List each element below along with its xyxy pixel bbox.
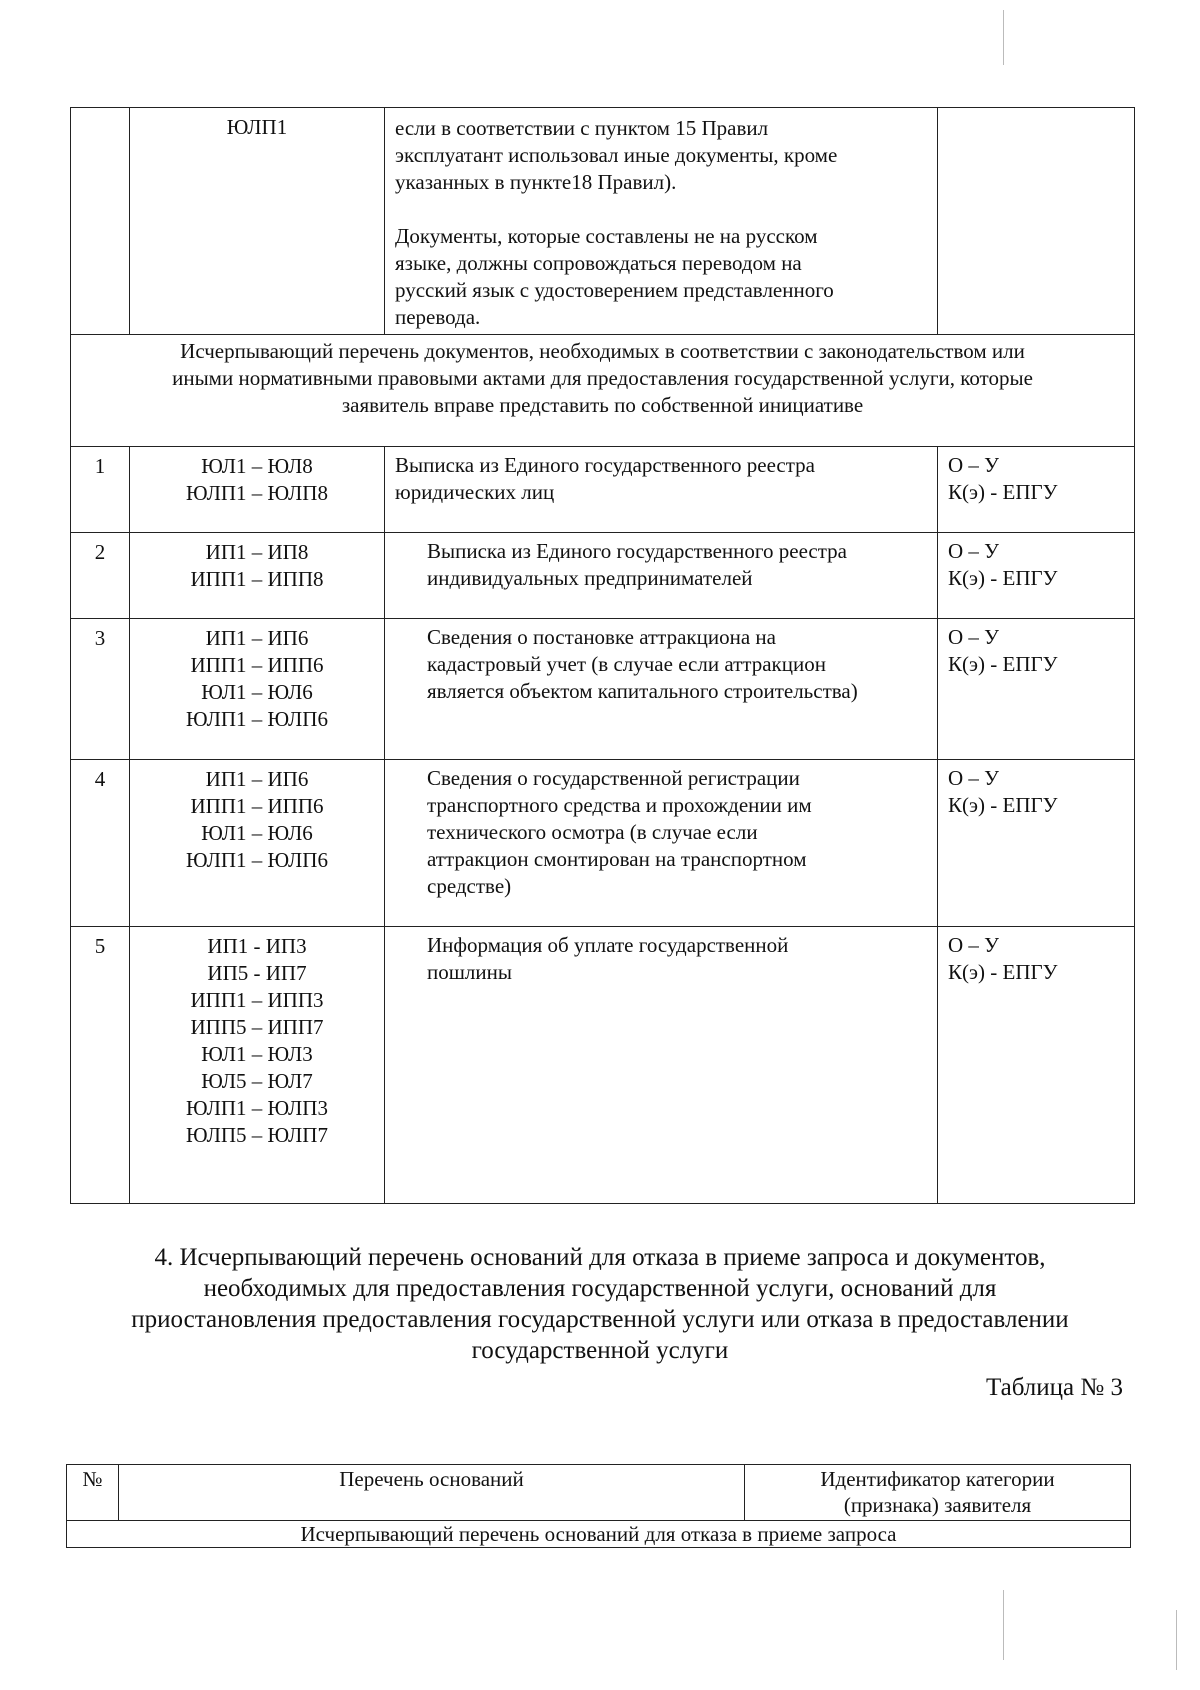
description-line: транспортного средства и прохождении им bbox=[427, 793, 812, 817]
heading-line: государственной услуги bbox=[471, 1337, 729, 1364]
document-description-cell bbox=[385, 619, 938, 760]
submission-form: О – У bbox=[948, 625, 1000, 649]
description-line: языке, должны сопровождаться переводом на bbox=[395, 251, 802, 275]
applicant-code: ИП1 – ИП6 bbox=[205, 626, 309, 650]
applicant-code: ЮЛП1 – ЮЛП6 bbox=[186, 707, 328, 731]
refusal-grounds-table bbox=[66, 1464, 1131, 1548]
applicant-code: ИП5 - ИП7 bbox=[207, 961, 307, 985]
applicant-code: ЮЛ5 – ЮЛ7 bbox=[201, 1069, 313, 1093]
heading-line: приостановления предоставления государственной услуги или отказа в предоставлении bbox=[131, 1306, 1069, 1333]
applicant-code: ЮЛП5 – ЮЛП7 bbox=[186, 1123, 328, 1147]
description-line: эксплуатант использовал иные документы, кроме bbox=[395, 143, 838, 167]
header-line: Идентификатор категории bbox=[820, 1467, 1055, 1491]
scan-artifact-line bbox=[1003, 10, 1004, 65]
applicant-code: ЮЛП1 bbox=[226, 115, 288, 139]
applicant-code: ЮЛ1 – ЮЛ8 bbox=[201, 454, 313, 478]
document-description-cell bbox=[385, 533, 938, 619]
table-header-row bbox=[67, 1465, 1131, 1521]
submission-form-cell bbox=[938, 108, 1135, 335]
submission-form: К(э) - ЕПГУ bbox=[948, 566, 1058, 590]
applicant-code: ИП1 – ИП6 bbox=[205, 767, 309, 791]
scan-artifact-line bbox=[1176, 1610, 1177, 1670]
scan-artifact-line bbox=[1003, 1590, 1004, 1660]
submission-form-cell bbox=[938, 447, 1135, 533]
description-line: пошлины bbox=[427, 960, 512, 984]
submission-form: К(э) - ЕПГУ bbox=[948, 480, 1058, 504]
table-row bbox=[71, 533, 1135, 619]
applicant-code: ИП1 – ИП8 bbox=[205, 540, 309, 564]
table-row bbox=[71, 927, 1135, 1204]
description-line: если в соответствии с пунктом 15 Правил bbox=[395, 116, 769, 140]
applicant-codes-cell bbox=[130, 447, 385, 533]
description-line: Сведения о постановке аттракциона на bbox=[427, 625, 776, 649]
description-line: Документы, которые составлены не на русском bbox=[395, 224, 818, 248]
submission-form-cell bbox=[938, 533, 1135, 619]
heading-line: 4. Исчерпывающий перечень оснований для отказа в приеме запроса и документов, bbox=[154, 1244, 1046, 1271]
description-line: индивидуальных предпринимателей bbox=[427, 566, 753, 590]
description-line: Сведения о государственной регистрации bbox=[427, 766, 800, 790]
description-line: технического осмотра (в случае если bbox=[427, 820, 758, 844]
description-line: русский язык с удостоверением представленного bbox=[395, 278, 834, 302]
description-line: средстве) bbox=[427, 874, 512, 898]
table-3-label: Таблица № 3 bbox=[985, 1374, 1123, 1401]
table-row-continuation bbox=[71, 108, 1135, 335]
applicant-code: ИПП1 – ИПП3 bbox=[190, 988, 324, 1012]
description-line: является объектом капитального строительства) bbox=[427, 679, 858, 703]
section-4-heading bbox=[40, 1242, 1160, 1366]
section-heading-line: иными нормативными правовыми актами для предоставления государственной услуги, которые bbox=[172, 366, 1033, 390]
applicant-code: ИП1 - ИП3 bbox=[207, 934, 307, 958]
submission-form-cell bbox=[938, 927, 1135, 1204]
submission-form: К(э) - ЕПГУ bbox=[948, 793, 1058, 817]
applicant-codes-cell bbox=[130, 619, 385, 760]
document-description-cell bbox=[385, 760, 938, 927]
section-heading-cell bbox=[71, 335, 1135, 447]
row-number-cell bbox=[71, 108, 130, 335]
section-row bbox=[71, 335, 1135, 447]
description-line: Выписка из Единого государственного реестра bbox=[395, 453, 815, 477]
submission-form: О – У bbox=[948, 453, 1000, 477]
submission-form-cell bbox=[938, 619, 1135, 760]
description-line: аттракцион смонтирован на транспортном bbox=[427, 847, 807, 871]
section-heading-line: Исчерпывающий перечень документов, необходимых в соответствии с законодательством или bbox=[180, 339, 1025, 363]
applicant-code: ЮЛП1 – ЮЛП3 bbox=[186, 1096, 328, 1120]
applicant-code: ЮЛ1 – ЮЛ6 bbox=[201, 680, 313, 704]
submission-form: О – У bbox=[948, 933, 1000, 957]
applicant-code: ИПП1 – ИПП6 bbox=[190, 794, 324, 818]
header-line: (признака) заявителя bbox=[843, 1493, 1032, 1517]
column-header-applicant-id bbox=[745, 1465, 1131, 1521]
submission-form: К(э) - ЕПГУ bbox=[948, 652, 1058, 676]
submission-form: К(э) - ЕПГУ bbox=[948, 960, 1058, 984]
document-description-cell bbox=[385, 447, 938, 533]
column-header-grounds: Перечень оснований bbox=[119, 1465, 745, 1521]
applicant-code: ИПП5 – ИПП7 bbox=[190, 1015, 324, 1039]
row-number: 4 bbox=[71, 760, 130, 927]
table-row bbox=[71, 619, 1135, 760]
document-description-cell bbox=[385, 927, 938, 1204]
column-header-number: № bbox=[67, 1465, 119, 1521]
description-line: юридических лиц bbox=[395, 480, 555, 504]
row-number: 2 bbox=[71, 533, 130, 619]
documents-table bbox=[70, 107, 1135, 1204]
submission-form-cell bbox=[938, 760, 1135, 927]
table-row bbox=[71, 760, 1135, 927]
applicant-code: ИПП1 – ИПП6 bbox=[190, 653, 324, 677]
applicant-code-cell bbox=[130, 108, 385, 335]
applicant-code: ЮЛП1 – ЮЛП6 bbox=[186, 848, 328, 872]
applicant-code: ЮЛ1 – ЮЛ6 bbox=[201, 821, 313, 845]
section-heading-line: заявитель вправе представить по собственной инициативе bbox=[341, 393, 864, 417]
applicant-code: ИПП1 – ИПП8 bbox=[190, 567, 324, 591]
row-number: 1 bbox=[71, 447, 130, 533]
submission-form: О – У bbox=[948, 766, 1000, 790]
description-line: Выписка из Единого государственного реестра bbox=[427, 539, 847, 563]
applicant-codes-cell bbox=[130, 927, 385, 1204]
description-line: Информация об уплате государственной bbox=[427, 933, 789, 957]
heading-line: необходимых для предоставления государственной услуги, оснований для bbox=[203, 1275, 997, 1302]
description-line: перевода. bbox=[395, 305, 481, 329]
row-number: 3 bbox=[71, 619, 130, 760]
description-line: указанных в пункте18 Правил). bbox=[395, 170, 677, 194]
applicant-codes-cell bbox=[130, 533, 385, 619]
document-description-cell bbox=[385, 108, 938, 335]
table-row bbox=[71, 447, 1135, 533]
section-row bbox=[67, 1521, 1131, 1548]
applicant-code: ЮЛП1 – ЮЛП8 bbox=[186, 481, 328, 505]
applicant-codes-cell bbox=[130, 760, 385, 927]
submission-form: О – У bbox=[948, 539, 1000, 563]
applicant-code: ЮЛ1 – ЮЛ3 bbox=[201, 1042, 313, 1066]
row-number: 5 bbox=[71, 927, 130, 1204]
section-heading-cell: Исчерпывающий перечень оснований для отказа в приеме запроса bbox=[67, 1521, 1131, 1548]
description-line: кадастровый учет (в случае если аттракцион bbox=[427, 652, 826, 676]
